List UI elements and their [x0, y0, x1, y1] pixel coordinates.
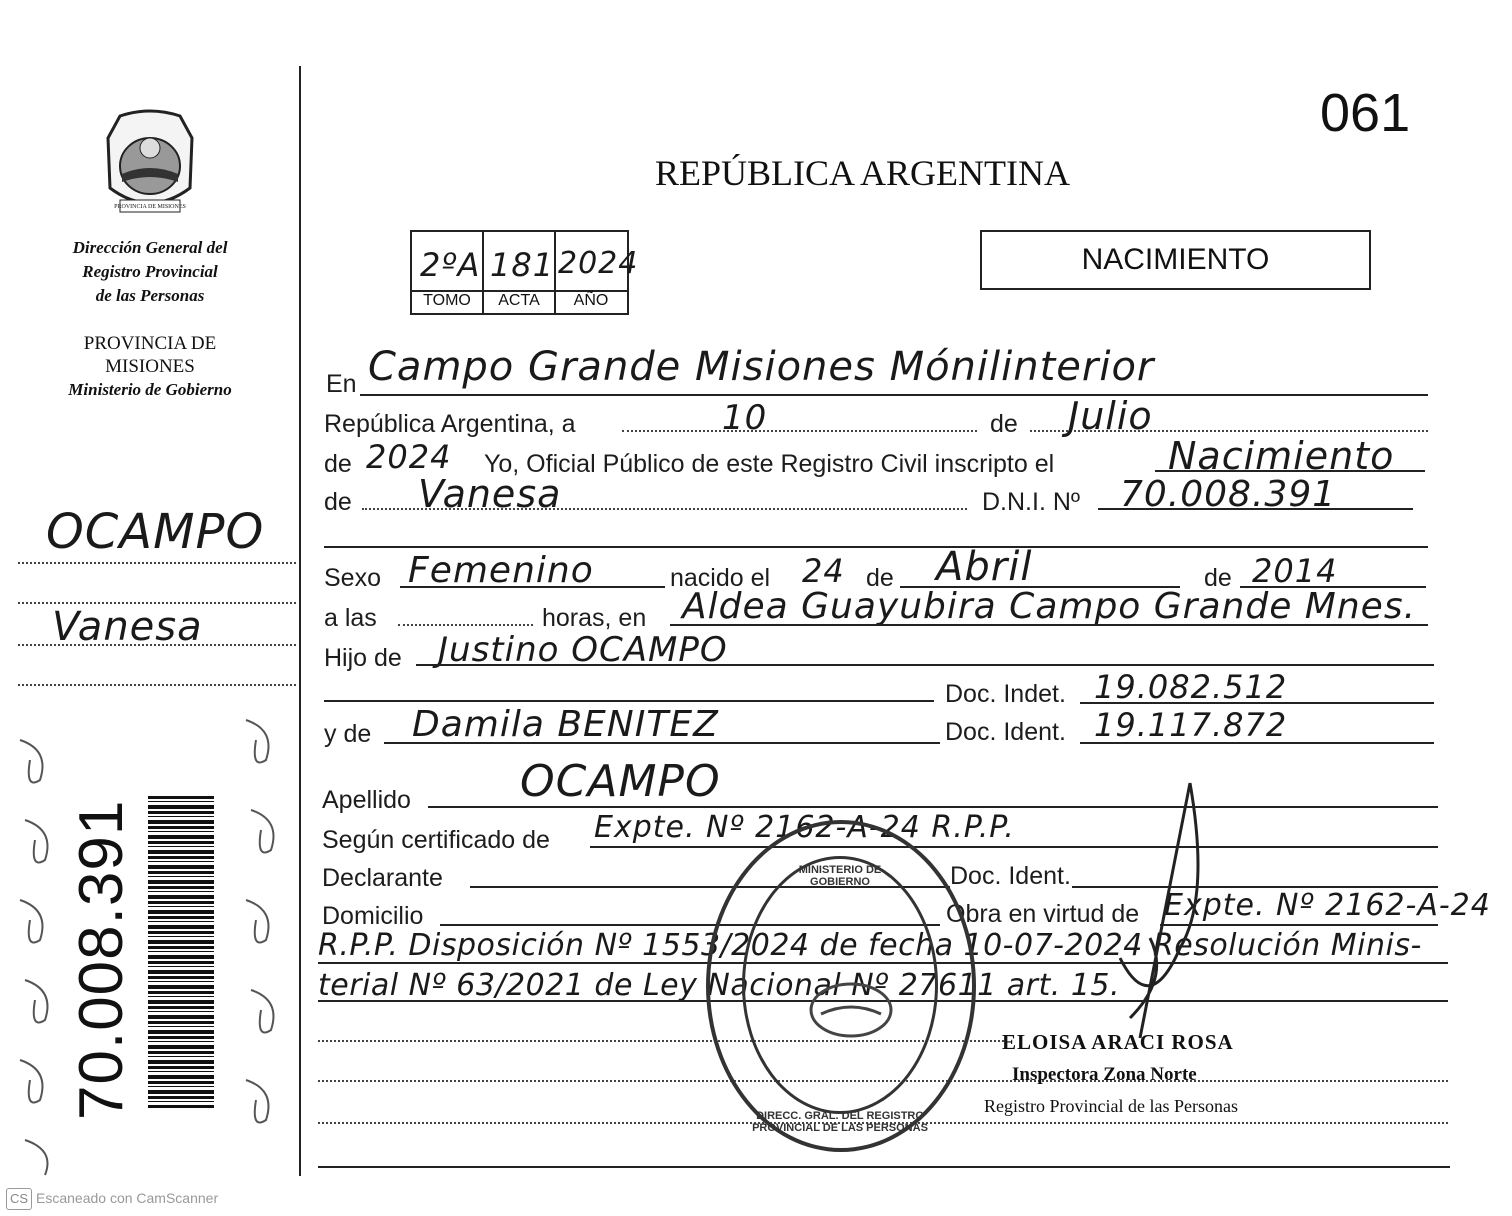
security-pattern-left — [10, 720, 70, 1180]
notes-line-1: R.P.P. Disposición Nº 1553/2024 de fecha 10-07-2024 Resolución Minis- — [318, 928, 1422, 963]
label-sexo: Sexo — [324, 564, 381, 592]
label-doc-indet: Doc. Indet. — [945, 680, 1066, 708]
field-apellido: OCAMPO — [520, 756, 721, 807]
office-line-3: de las Personas — [95, 286, 205, 305]
label-de-4: de — [866, 564, 894, 592]
reference-box — [410, 230, 639, 315]
sidebar-given-name: Vanesa — [52, 604, 203, 650]
ministry-line: Ministerio de Gobierno — [68, 380, 232, 399]
field-event: Nacimiento — [1168, 434, 1395, 478]
field-mother: Damila BENITEZ — [412, 704, 719, 745]
province-seal — [100, 108, 200, 220]
field-place: Campo Grande Misiones Mónilinterior — [368, 344, 1155, 390]
stamp-emblem — [806, 980, 896, 1040]
field-obra: Expte. Nº 2162-A-24 — [1164, 888, 1491, 923]
label-obra: Obra en virtud de — [946, 900, 1140, 928]
label-de-1: de — [990, 410, 1018, 438]
camscanner-badge — [6, 1188, 32, 1210]
ref-tomo-label: TOMO — [423, 292, 471, 309]
page-number: 061 — [1320, 83, 1411, 143]
field-dni: 70.008.391 — [1120, 474, 1337, 515]
field-birth-year: 2014 — [1252, 552, 1338, 590]
ref-anio: 2024 — [558, 246, 639, 281]
field-birth-day: 24 — [802, 552, 845, 590]
ref-acta: 181 — [490, 246, 555, 284]
field-birth-month: Abril — [936, 544, 1033, 590]
swirl-pattern-icon — [10, 720, 70, 1180]
signer-title: Inspectora Zona Norte — [1012, 1064, 1197, 1085]
ref-acta-label: ACTA — [498, 292, 540, 309]
signature-icon — [1080, 778, 1240, 1058]
label-de-3: de — [324, 488, 352, 516]
sidebar-surname: OCAMPO — [46, 504, 265, 560]
dni-vertical-text: 70.008.391 — [67, 799, 136, 1120]
signer-name: ELOISA ARACI ROSA — [1002, 1030, 1234, 1054]
act-type-label: NACIMIENTO — [1081, 243, 1270, 276]
field-mother-doc: 19.117.872 — [1094, 706, 1288, 744]
office-line-1: Dirección General del — [72, 238, 228, 257]
notes-line-2: terial Nº 63/2021 de Ley Nacional Nº 27611 art. 15. — [318, 968, 1121, 1003]
sidebar-dotline-4 — [18, 684, 296, 686]
label-en: En — [326, 370, 357, 398]
label-doc-ident: Doc. Ident. — [945, 718, 1066, 746]
label-de-2: de — [324, 450, 352, 478]
label-doc-ident-2: Doc. Ident. — [950, 862, 1071, 890]
office-line-2: Registro Provincial — [82, 262, 218, 281]
field-sexo: Femenino — [408, 550, 594, 591]
act-type-box — [980, 230, 1371, 290]
security-pattern-right — [236, 700, 296, 1180]
label-apellido: Apellido — [322, 786, 411, 814]
label-domicilio: Domicilio — [322, 902, 424, 930]
swirl-pattern-icon — [236, 700, 296, 1180]
label-nacido: nacido el — [670, 564, 771, 592]
coat-of-arms-icon — [806, 980, 896, 1040]
ref-anio-label: AÑO — [573, 292, 609, 309]
ref-tomo: 2ºA — [420, 246, 481, 284]
field-birth-place: Aldea Guayubira Campo Grande Mnes. — [682, 586, 1417, 627]
province-line-1: PROVINCIA DE — [83, 333, 217, 354]
field-person-name: Vanesa — [418, 472, 562, 516]
province-line-2: MISIONES — [105, 356, 195, 377]
label-segun: Según certificado de — [322, 826, 550, 854]
field-father-doc: 19.082.512 — [1094, 668, 1288, 706]
label-de-5: de — [1204, 564, 1232, 592]
label-hijo: Hijo de — [324, 644, 402, 672]
label-declarante: Declarante — [322, 864, 443, 892]
signature-scribble — [1080, 778, 1240, 1058]
label-horas: horas, en — [542, 604, 647, 632]
field-month: Julio — [1068, 394, 1153, 438]
sidebar-dni-vertical — [66, 740, 136, 1120]
province-block — [30, 332, 270, 401]
camscanner-text: Escaneado con CamScanner — [36, 1190, 219, 1206]
sidebar-dotline-3 — [18, 644, 296, 646]
field-year: 2024 — [366, 438, 452, 476]
country-title: REPÚBLICA ARGENTINA — [655, 153, 1071, 193]
stamp-inner-text: MINISTERIO DE GOBIERNO — [798, 864, 882, 888]
field-father: Justino OCAMPO — [438, 630, 728, 670]
signer-office: Registro Provincial de las Personas — [984, 1096, 1238, 1116]
seal-text: PROVINCIA DE MISIONES — [114, 204, 186, 210]
field-day: 10 — [722, 398, 768, 438]
barcode — [148, 796, 214, 1108]
label-yde: y de — [324, 720, 372, 748]
label-officer: Yo, Oficial Público de este Registro Civil inscripto el — [484, 450, 1055, 478]
sidebar-divider — [299, 66, 301, 1176]
field-certificado: Expte. Nº 2162-A-24 R.P.P. — [594, 810, 1015, 845]
stamp-outer-text: DIRECC. GRAL. DEL REGISTRO PROVINCIAL DE LAS PERSONAS — [752, 1110, 928, 1134]
label-republica: República Argentina, a — [324, 410, 576, 438]
label-dni: D.N.I. Nº — [982, 488, 1081, 516]
sidebar-dotline-1 — [18, 562, 296, 564]
label-alas: a las — [324, 604, 377, 632]
office-name — [40, 236, 260, 308]
camscanner-badge-text: CS — [9, 1191, 29, 1206]
